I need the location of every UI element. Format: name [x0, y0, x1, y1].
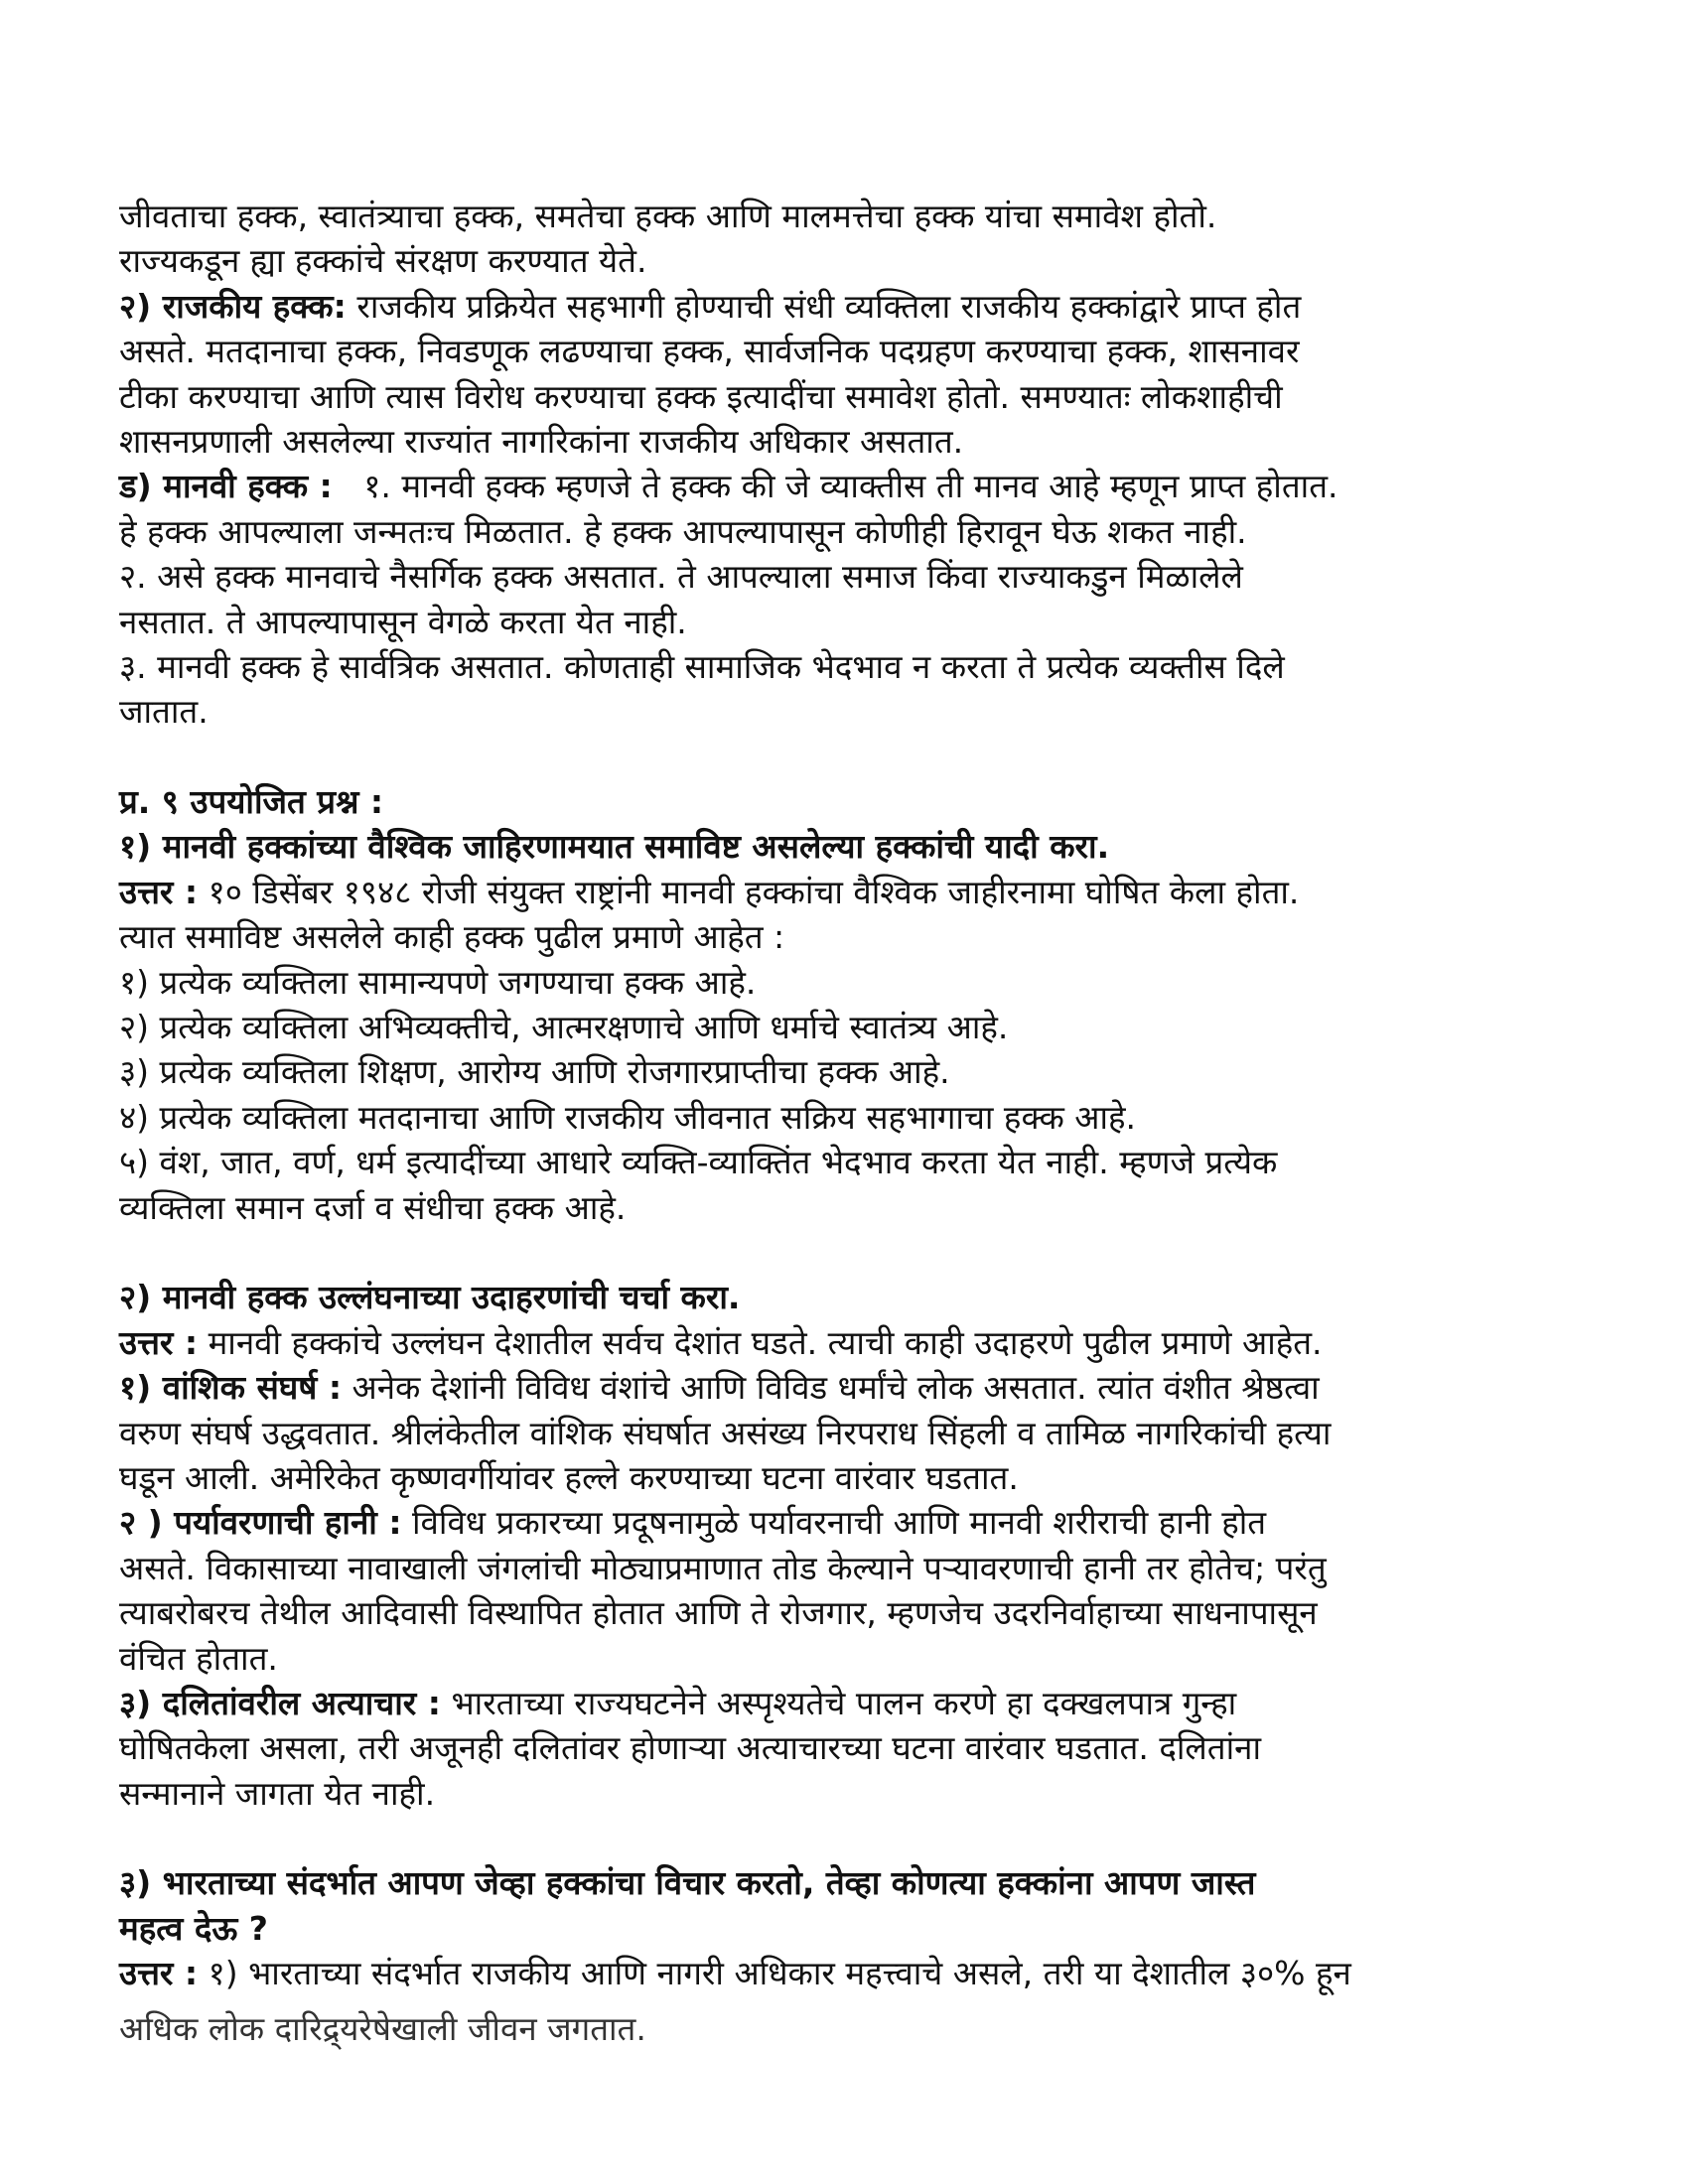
human-rights-line-5: ३. मानवी हक्क हे सार्वत्रिक असतात. कोणताही सामाजिक भेदभाव न करता ते प्रत्येक व्यक्तीस दिले	[119, 646, 1285, 686]
section-9-heading: प्र. ९ उपयोजित प्रश्न :	[119, 782, 384, 822]
q2-point-2-line-3: त्याबरोबरच तेथील आदिवासी विस्थापित होतात आणि ते रोजगार, म्हणजेच उदरनिर्वाहाच्या साधनापासून	[119, 1593, 1318, 1633]
q3-answer-line-2-cut: अधिक लोक दारिद्र्यरेषेखाली जीवन जगतात.	[119, 2008, 646, 2048]
list-item: १) प्रत्येक व्यक्तिला सामान्यपणे जगण्याचा हक्क आहे.	[119, 962, 757, 1002]
spacer	[119, 1230, 1579, 1275]
q2-point-2-line-1: २ ) पर्यावरणाची हानी : विविध प्रकारच्या प्रदूषनामुळे पर्यावरनाची आणि मानवी शरीराची हानी होत	[119, 1503, 1267, 1543]
q2-point-2-line-4: वंचित होतात.	[119, 1638, 278, 1678]
human-rights-line-2: हे हक्क आपल्याला जन्मतःच मिळतात. हे हक्क आपल्यापासून कोणीही हिरावून घेऊ शकत नाही.	[119, 511, 1247, 551]
q3-answer-line-1: उत्तर : १) भारताच्या संदर्भात राजकीय आणि नागरी अधिकार महत्त्वाचे असले, तरी या देशातील ३०% हून	[119, 1954, 1351, 1993]
q1-answer-line-1: उत्तर : १० डिसेंबर १९४८ रोजी संयुक्त राष्ट्रांनी मानवी हक्कांचा वैश्विक जाहीरनामा घोषित केला होता.	[119, 872, 1300, 911]
q2-point-1-line-3: घडून आली. अमेरिकेत कृष्णवर्गीयांवर हल्ले करण्याच्या घटना वारंवार घडतात.	[119, 1457, 1019, 1497]
spacer	[119, 735, 1579, 779]
political-rights-line-2: असते. मतदानाचा हक्क, निवडणूक लढण्याचा हक्क, सार्वजनिक पदग्रहण करण्याचा हक्क, शासनावर	[119, 332, 1300, 371]
political-rights-line-4: शासनप्रणाली असलेल्या राज्यांत नागरिकांना राजकीय अधिकार असतात.	[119, 421, 964, 461]
human-rights-label: ड) मानवी हक्क :	[119, 467, 333, 506]
question-1: १) मानवी हक्कांच्या वैश्विक जाहिरणामयात समाविष्ट असलेल्या हक्कांची यादी करा.	[119, 827, 1110, 867]
answer-label: उत्तर :	[119, 1322, 199, 1362]
human-rights-line-3: २. असे हक्क मानवाचे नैसर्गिक हक्क असतात. ते आपल्याला समाज किंवा राज्याकडुन मिळालेले	[119, 557, 1243, 597]
point-label: २ ) पर्यावरणाची हानी :	[119, 1503, 402, 1543]
political-rights-line-3: टीका करण्याचा आणि त्यास विरोध करण्याचा हक्क इत्यादींचा समावेश होतो. समण्यातः लोकशाहीची	[119, 376, 1283, 416]
civil-rights-line-1: जीवताचा हक्क, स्वातंत्र्याचा हक्क, समतेचा हक्क आणि मालमत्तेचा हक्क यांचा समावेश होतो.	[119, 197, 1217, 235]
q2-point-1-line-1: १) वांशिक संघर्ष : अनेक देशांनी विविध वंशांचे आणि विविड धर्मांचे लोक असतात. त्यांत वंशीत श्रेष्ठत्वा	[119, 1368, 1320, 1408]
political-rights-line-1: २) राजकीय हक्क: राजकीय प्रक्रियेत सहभागी होण्याची संधी व्यक्तिला राजकीय हक्कांद्वारे प्राप्त होत	[119, 286, 1302, 326]
q2-point-3-line-3: सन्मानाने जागता येत नाही.	[119, 1773, 436, 1813]
point-label: ३) दलितांवरील अत्याचार :	[119, 1683, 441, 1722]
question-2: २) मानवी हक्क उल्लंघनाच्या उदाहरणांची चर्चा करा.	[119, 1278, 741, 1317]
spacer	[119, 1816, 1579, 1860]
human-rights-line-1: ड) मानवी हक्क : १. मानवी हक्क म्हणजे ते हक्क की जे व्याक्तीस ती मानव आहे म्हणून प्राप्त होतात.	[119, 467, 1338, 506]
document-page	[119, 194, 1579, 2048]
question-3-line-2: महत्व देऊ ?	[119, 1908, 268, 1948]
q2-point-3-line-1: ३) दलितांवरील अत्याचार : भारताच्या राज्यघटनेने अस्पृश्यतेचे पालन करणे हा दक्खलपात्र गुन्हा	[119, 1683, 1237, 1722]
question-3-line-1: ३) भारताच्या संदर्भात आपण जेव्हा हक्कांचा विचार करतो, तेव्हा कोणत्या हक्कांना आपण जास्त	[119, 1863, 1256, 1903]
human-rights-line-6: जातात.	[119, 692, 209, 732]
q1-answer-line-2: त्यात समाविष्ट असलेले काही हक्क पुढील प्रमाणे आहेत :	[119, 917, 785, 957]
human-rights-line-4: नसतात. ते आपल्यापासून वेगळे करता येत नाही.	[119, 602, 687, 641]
q2-point-2-line-2: असते. विकासाच्या नावाखाली जंगलांची मोठ्याप्रमाणात तोड केल्याने पऱ्यावरणाची हानी तर होतेच; परंतु	[119, 1548, 1327, 1587]
q2-point-3-line-2: घोषितकेला असला, तरी अजूनही दलितांवर होणाऱ्या अत्याचारच्या घटना वारंवार घडतात. दलितांना	[119, 1728, 1261, 1768]
q2-answer-line-1: उत्तर : मानवी हक्कांचे उल्लंघन देशातील सर्वच देशांत घडते. त्याची काही उदाहरणे पुढील प्रमाणे आहेत.	[119, 1322, 1323, 1362]
list-item: व्यक्तिला समान दर्जा व संधीचा हक्क आहे.	[119, 1187, 627, 1227]
answer-label: उत्तर :	[119, 872, 199, 911]
civil-rights-line-2: राज्यकडून ह्या हक्कांचे संरक्षण करण्यात येते.	[119, 241, 647, 281]
list-item: ३) प्रत्येक व्यक्तिला शिक्षण, आरोग्य आणि रोजगारप्राप्तीचा हक्क आहे.	[119, 1052, 950, 1092]
point-label: १) वांशिक संघर्ष :	[119, 1368, 343, 1408]
answer-label: उत्तर :	[119, 1954, 199, 1993]
q2-point-1-line-2: वरुण संघर्ष उद्धवतात. श्रीलंकेतील वांशिक संघर्षात असंख्य निरपराध सिंहली व तामिळ नागरिकांची हत्या	[119, 1413, 1332, 1452]
list-item: ५) वंश, जात, वर्ण, धर्म इत्यादींच्या आधारे व्यक्ति-व्याक्तिंत भेदभाव करता येत नाही. म्हणजे प्रत्येक	[119, 1143, 1278, 1182]
list-item: ४) प्रत्येक व्यक्तिला मतदानाचा आणि राजकीय जीवनात सक्रिय सहभागाचा हक्क आहे.	[119, 1097, 1137, 1137]
list-item: २) प्रत्येक व्यक्तिला अभिव्यक्तीचे, आत्मरक्षणाचे आणि धर्माचे स्वातंत्र्य आहे.	[119, 1008, 1009, 1047]
political-rights-label: २) राजकीय हक्क:	[119, 286, 347, 326]
